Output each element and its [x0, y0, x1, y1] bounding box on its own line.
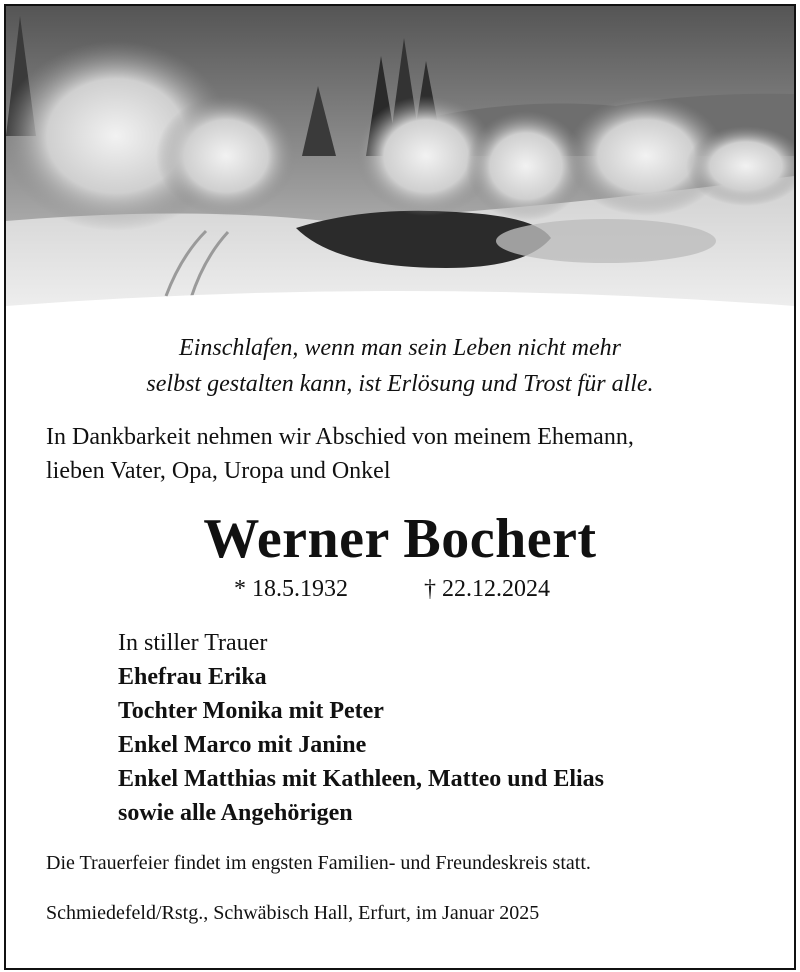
winter-landscape-photo	[6, 6, 794, 336]
quote-line-1: Einschlafen, wenn man sein Leben nicht mehr	[179, 335, 621, 361]
mourner-line: Enkel Marco mit Janine	[118, 732, 367, 758]
obituary-frame	[4, 4, 796, 970]
memorial-quote	[6, 330, 794, 402]
intro-line-2: lieben Vater, Opa, Uropa und Onkel	[46, 458, 391, 484]
intro-line-1: In Dankbarkeit nehmen wir Abschied von meinem Ehemann,	[46, 424, 634, 450]
deceased-name: Werner Bochert	[203, 508, 597, 570]
death-date: † 22.12.2024	[424, 576, 550, 602]
birth-date: * 18.5.1932	[234, 576, 348, 602]
mourners-list	[118, 626, 758, 830]
place-and-date: Schmiedefeld/Rstg., Schwäbisch Hall, Erfurt, im Januar 2025	[46, 902, 540, 924]
mourners-intro: In stiller Trauer	[118, 630, 268, 656]
mourner-line: Tochter Monika mit Peter	[118, 698, 384, 724]
quote-line-2: selbst gestalten kann, ist Erlösung und Trost für alle.	[146, 371, 654, 397]
funeral-note: Die Trauerfeier findet im engsten Familien- und Freundeskreis statt.	[46, 852, 591, 874]
mourner-line: Ehefrau Erika	[118, 664, 267, 690]
farewell-intro	[46, 420, 776, 488]
mourner-line: Enkel Matthias mit Kathleen, Matteo und Elias	[118, 766, 605, 792]
mourner-line: sowie alle Angehörigen	[118, 800, 353, 826]
